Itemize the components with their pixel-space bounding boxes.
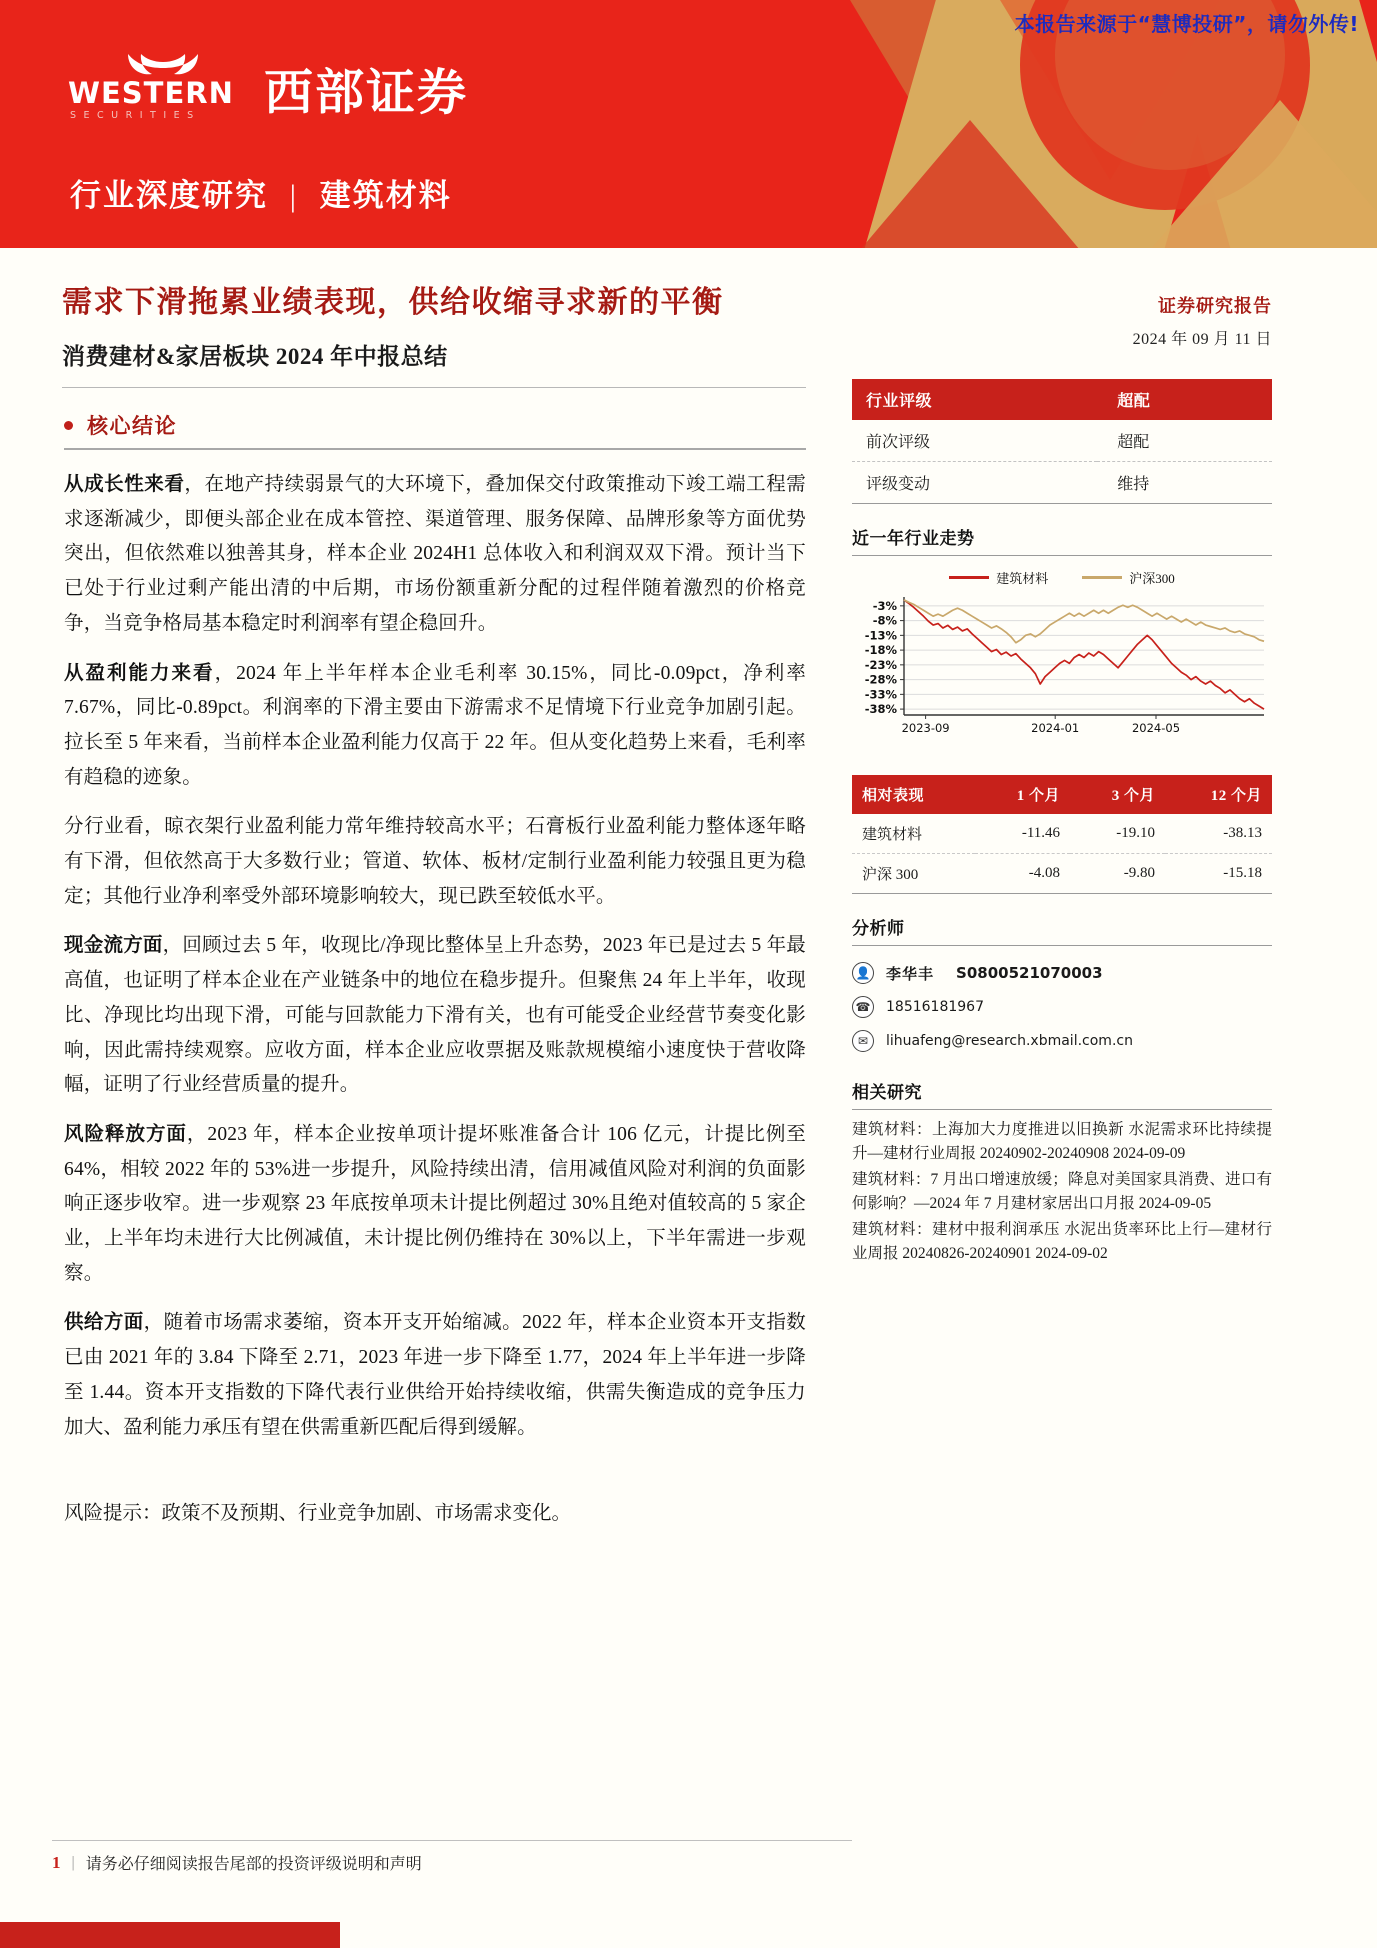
rating-change-label: 评级变动 [852, 462, 1097, 504]
watermark-notice: 本报告来源于“慧博投研”，请勿外传! [1014, 12, 1359, 36]
related-research-item[interactable]: 建筑材料：7 月出口增速放缓；降息对美国家具消费、进口有何影响？—2024 年 7 月建材家居出口月报 2024-09-05 [852, 1171, 1272, 1213]
table-row [852, 814, 1272, 854]
legend-label: 建筑材料 [996, 571, 1049, 586]
svg-text:-28%: -28% [864, 672, 897, 687]
industry-rating-table [852, 379, 1272, 504]
banner-subtitle-main: 行业深度研究 [70, 178, 268, 213]
svg-text:-18%: -18% [864, 643, 897, 658]
two-column-layout [0, 248, 1377, 1532]
legend-item-0 [949, 568, 1048, 587]
perf-row-3m: -19.10 [1070, 814, 1165, 854]
analyst-section-title: 分析师 [852, 919, 905, 938]
paragraph-lead: 供给方面 [64, 1312, 144, 1334]
logo-latin-sub: SECURITIES [70, 110, 201, 121]
paragraph-lead: 从盈利能力来看 [64, 662, 215, 684]
svg-text:-33%: -33% [864, 687, 897, 702]
company-logo [68, 52, 468, 126]
related-research-title: 相关研究 [852, 1083, 922, 1102]
trend-section-title: 近一年行业走势 [852, 529, 975, 548]
core-conclusion-title: 核心结论 [87, 414, 177, 438]
research-report-label: 证券研究报告 [1158, 296, 1272, 316]
relative-performance-table [852, 775, 1272, 894]
legend-item-1 [1082, 568, 1175, 587]
svg-text:-13%: -13% [864, 628, 897, 643]
perf-row-name: 沪深 300 [852, 854, 975, 894]
analyst-phone-row [852, 990, 1272, 1024]
industry-trend-chart [852, 568, 1272, 753]
paragraph-lead: 现金流方面 [64, 935, 163, 957]
table-row [852, 854, 1272, 894]
previous-rating-label: 前次评级 [852, 420, 1097, 462]
analyst-license-number: S0800521070003 [956, 964, 1103, 982]
related-research-item[interactable]: 建筑材料：上海加大力度推进以旧换新 水泥需求环比持续提升—建材行业周报 20240902-20240908 2024-09-09 [852, 1121, 1272, 1163]
svg-text:-38%: -38% [864, 702, 897, 717]
svg-text:-3%: -3% [872, 598, 897, 613]
perf-row-1m: -4.08 [975, 854, 1070, 894]
table-row [852, 462, 1272, 504]
banner-subtitle-separator: | [289, 178, 298, 213]
footer-disclaimer-text: 请务必仔细阅读报告尾部的投资评级说明和声明 [85, 1856, 422, 1873]
decor-triangle-b [1150, 100, 1377, 248]
page-number: 1 [52, 1852, 61, 1872]
footer-separator: | [71, 1853, 75, 1871]
related-research-divider [852, 1109, 1272, 1110]
perf-row-1m: -11.46 [975, 814, 1070, 854]
perf-header-2: 3 个月 [1070, 775, 1165, 814]
paragraph-2: 分行业看，晾衣架行业盈利能力常年维持较高水平；石膏板行业盈利能力整体逐年略有下滑，但依然高于大多数行业；管道、软体、板材/定制行业盈利能力较强且更为稳定；其他行业净利率受外部环境影响较大，现已跌至较低水平。 [64, 816, 806, 907]
rating-change-value: 维持 [1097, 462, 1272, 504]
perf-row-12m: -38.13 [1165, 814, 1272, 854]
rating-table-header-value: 超配 [1097, 379, 1272, 420]
footer-line [52, 1851, 1325, 1874]
bullet-icon [64, 421, 73, 430]
analyst-name: 李华丰 [886, 966, 935, 983]
person-icon: 👤 [852, 962, 874, 984]
table-row [852, 420, 1272, 462]
page-subtitle: 消费建材&家居板块 2024 年中报总结 [62, 344, 448, 369]
analyst-section-divider [852, 945, 1272, 946]
trend-line-plot [852, 591, 1272, 741]
legend-label: 沪深300 [1129, 571, 1175, 586]
page-title: 需求下滑拖累业绩表现，供给收缩寻求新的平衡 [62, 286, 724, 319]
footer-divider [52, 1840, 852, 1841]
trend-section-divider [852, 555, 1272, 556]
perf-row-12m: -15.18 [1165, 854, 1272, 894]
paragraph-5: 供给方面，随着市场需求萎缩，资本开支开始缩减。2022 年，样本企业资本开支指数已由 2021 年的 3.84 下降至 2.71，2023 年进一步下降至 1.77，2024 年上半年进一步降至 1.44。资本开支指数的下降代表行业供给开始持续收缩，供需失衡造成的竞争压力加大、盈利能力承压有望在供需重新匹配后得到缓解。 [64, 1312, 806, 1438]
analyst-email-row [852, 1024, 1272, 1058]
paragraph-lead: 风险释放方面 [64, 1123, 187, 1145]
paragraph-0: 从成长性来看，在地产持续弱景气的大环境下，叠加保交付政策推动下竣工端工程需求逐渐减少，即便头部企业在成本管控、渠道管理、服务保障、品牌形象等方面优势突出，但依然难以独善其身，样本企业 2024H1 总体收入和利润双双下滑。预计当下已处于行业过剩产能出清的中后期，市场份额重新分配的过程伴随着激烈的价格竞争，当竞争格局基本稳定时利润率有望企稳回升。 [64, 474, 807, 634]
logo-mark [68, 52, 258, 126]
logo-latin-name: WESTERN [68, 76, 234, 110]
analyst-phone[interactable]: 18516181967 [886, 999, 984, 1015]
perf-header-3: 12 个月 [1165, 775, 1272, 814]
svg-text:-8%: -8% [872, 613, 897, 628]
related-research-list [852, 1118, 1272, 1266]
sidebar-column [852, 282, 1272, 1532]
logo-chinese-name: 西部证券 [264, 64, 469, 121]
svg-text:2024-01: 2024-01 [1031, 721, 1080, 735]
perf-row-3m: -9.80 [1070, 854, 1165, 894]
paragraph-4: 风险释放方面，2023 年，样本企业按单项计提坏账准备合计 106 亿元，计提比例至 64%，相较 2022 年的 53%进一步提升，风险持续出清，信用减值风险对利润的负面影响正逐步收窄。进一步观察 23 年底按单项未计提比例超过 30%且绝对值较高的 5 家企业，上半年均未进行大比例减值，未计提比例仍维持在 30%以上，下半年需进一步观察。 [64, 1123, 807, 1284]
rating-table-header-label: 行业评级 [852, 379, 1097, 420]
bottom-accent-bar [0, 1922, 340, 1948]
svg-text:2023-09: 2023-09 [901, 721, 950, 735]
decor-triangle-c [860, 120, 1080, 248]
chart-legend [852, 568, 1272, 587]
report-header-banner [0, 0, 1377, 248]
report-date: 2024 年 09 月 11 日 [1132, 331, 1272, 348]
telephone-icon: ☎ [852, 996, 874, 1018]
bottom-accent-gap [340, 1922, 370, 1948]
title-divider [62, 387, 806, 388]
analyst-name-row [852, 956, 1272, 990]
previous-rating-value: 超配 [1097, 420, 1272, 462]
page-body [0, 248, 1377, 1532]
perf-header-row [852, 775, 1272, 814]
paragraph-1: 从盈利能力来看，2024 年上半年样本企业毛利率 30.15%，同比-0.09pct，净利率 7.67%，同比-0.89pct。利润率的下滑主要由下游需求不足情境下行业竞争加剧引起。拉长至 5 年来看，当前样本企业盈利能力仅高于 22 年。但从变化趋势上来看，毛利率有趋稳的迹象。 [64, 662, 806, 788]
analyst-details [852, 956, 1272, 1058]
main-content-column [52, 282, 852, 1532]
legend-swatch-icon [1082, 576, 1122, 579]
analyst-email[interactable]: lihuafeng@research.xbmail.com.cn [886, 1033, 1133, 1049]
envelope-icon: ✉ [852, 1030, 874, 1052]
core-conclusion-header [64, 410, 806, 440]
banner-subtitle-tag: 建筑材料 [319, 178, 452, 213]
bull-horns-icon [126, 52, 200, 78]
rating-table-header-row [852, 379, 1272, 420]
related-research-item[interactable]: 建筑材料：建材中报利润承压 水泥出货率环比上行—建材行业周报 20240826-20240901 2024-09-02 [852, 1221, 1272, 1263]
page-footer [0, 1840, 1377, 1874]
perf-row-name: 建筑材料 [852, 814, 975, 854]
legend-swatch-icon [949, 576, 989, 579]
svg-text:2024-05: 2024-05 [1131, 721, 1181, 735]
core-conclusion-divider [64, 448, 806, 450]
core-conclusion-paragraphs [52, 468, 806, 1445]
perf-header-1: 1 个月 [975, 775, 1070, 814]
risk-warning-note: 风险提示：政策不及预期、行业竞争加剧、市场需求变化。 [64, 1503, 572, 1525]
svg-text:-23%: -23% [864, 657, 897, 672]
paragraph-lead: 从成长性来看 [64, 474, 185, 495]
banner-subtitle [70, 170, 452, 215]
paragraph-3: 现金流方面，回顾过去 5 年，收现比/净现比整体呈上升态势，2023 年已是过去 5 年最高值，也证明了样本企业在产业链条中的地位在稳步提升。但聚焦 24 年上半年，收现比、净现比均出现下滑，可能与回款能力下滑有关，也有可能受企业经营节奏变化影响，因此需持续观察。应收方面，样本企业应收票据及账款规模缩小速度快于营收降幅，证明了行业经营质量的提升。 [64, 935, 806, 1096]
perf-header-0: 相对表现 [852, 775, 975, 814]
